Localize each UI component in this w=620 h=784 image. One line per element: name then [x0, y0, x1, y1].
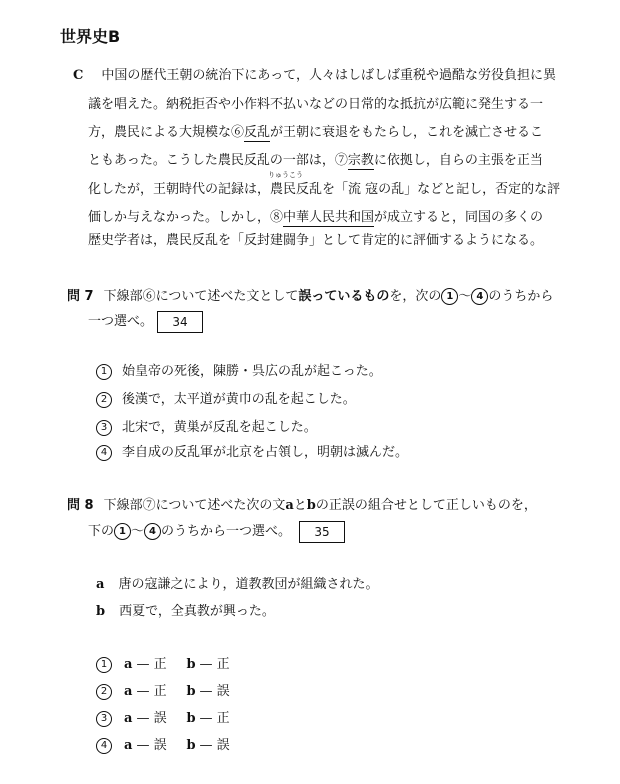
option-1[interactable]: [96, 653, 230, 673]
passage-text: 歴史学者は，農民反乱を「反封建闘争」として肯定的に評価するようになる。: [88, 233, 544, 248]
option-text: 李自成の反乱軍が北京を占領し，明朝は滅んだ。: [122, 445, 409, 460]
judgement: — 正: [199, 711, 230, 726]
answer-box[interactable]: 35: [299, 521, 345, 543]
question-text: のうちから一つ選べ。: [161, 524, 292, 539]
option-1[interactable]: [96, 360, 382, 380]
question-number: 問 8: [67, 498, 94, 513]
option-4[interactable]: [96, 734, 230, 754]
circled-number: 4: [144, 523, 161, 540]
passage-line-4: [88, 152, 543, 170]
statement-a: [96, 573, 378, 592]
question-8-stem-line-1: [67, 494, 537, 513]
circled-number: 4: [471, 288, 488, 305]
passage-line-3: [88, 124, 543, 142]
option-2[interactable]: [96, 680, 230, 700]
judgement: — 誤: [199, 684, 230, 699]
option-3[interactable]: [96, 416, 317, 436]
passage-text: が王朝に衰退をもたらし，これを滅亡させるこ: [270, 125, 544, 140]
statement-label: a: [124, 738, 133, 753]
passage-text: 中国の歴代王朝の統治下にあって，人々はしばしば重税や過酷な労役負担に異: [101, 68, 556, 83]
judgement: — 正: [136, 684, 167, 699]
circled-number: 1: [441, 288, 458, 305]
passage-text: 化したが，王朝時代の記録は，農民反乱を「流 寇の乱」などと記し，否定的な評: [88, 182, 561, 197]
statement-label: b: [186, 684, 196, 699]
question-text: 下の: [88, 524, 115, 539]
option-number: 4: [96, 445, 112, 461]
judgement: — 誤: [136, 738, 167, 753]
passage-line-2: [88, 96, 543, 114]
statement-label: a: [124, 711, 133, 726]
statement-b: [96, 600, 275, 619]
statement-text: 唐の寇謙之により，道教教団が組織された。: [118, 577, 379, 592]
underline-marker: ⑧: [270, 210, 284, 225]
underline-marker: ⑦: [334, 153, 348, 168]
option-number: 1: [96, 657, 112, 673]
question-7-stem-line-2: [88, 310, 203, 333]
statement-label: b: [306, 498, 316, 513]
statement-label: a: [124, 657, 133, 672]
option-3[interactable]: [96, 707, 230, 727]
judgement: — 正: [136, 657, 167, 672]
question-text: を，次の: [389, 289, 442, 304]
option-number: 1: [96, 364, 112, 380]
option-text: 始皇帝の死後，陳勝・呉広の乱が起こった。: [122, 364, 382, 379]
underlined-term: 宗教: [347, 153, 374, 168]
question-text: と: [293, 498, 307, 513]
tilde: ～: [458, 289, 472, 304]
emphasis-text: 誤っているもの: [298, 289, 390, 304]
passage-line-5: [88, 181, 560, 199]
option-number: 3: [96, 711, 112, 727]
option-number: 2: [96, 684, 112, 700]
question-text: の正誤の組合せとして正しいものを，: [315, 498, 537, 513]
underlined-term: 反乱: [244, 125, 271, 140]
passage-label: C: [73, 68, 84, 83]
option-number: 3: [96, 420, 112, 436]
passage-text: に依拠し，自らの主張を正当: [373, 153, 543, 168]
underlined-term: 中華人民共和国: [283, 210, 375, 225]
option-4[interactable]: [96, 441, 408, 461]
underline-marker: ⑥: [231, 125, 245, 140]
question-number: 問 7: [67, 289, 94, 304]
judgement: — 誤: [136, 711, 167, 726]
question-text: のうちから: [488, 289, 554, 304]
passage-line-7: [88, 232, 543, 250]
passage-text: 方，農民による大規模な: [88, 125, 232, 140]
option-number: 2: [96, 392, 112, 408]
statement-label: a: [285, 498, 294, 513]
question-text: 下線部⑦について述べた次の文: [103, 498, 286, 513]
option-text: 後漢で，太平道が黄巾の乱を起こした。: [122, 392, 356, 407]
statement-label: b: [186, 711, 196, 726]
question-text: 一つ選べ。: [88, 314, 154, 329]
passage-line-6: [88, 209, 543, 227]
statement-label: b: [96, 604, 106, 619]
judgement: — 正: [199, 657, 230, 672]
option-number: 4: [96, 738, 112, 754]
option-2[interactable]: [96, 388, 356, 408]
question-text: 下線部⑥について述べた文として: [103, 289, 299, 304]
circled-number: 1: [114, 523, 131, 540]
question-8-stem-line-2: [88, 520, 345, 543]
statement-label: a: [124, 684, 133, 699]
statement-label: b: [186, 657, 196, 672]
ruby-annotation: りゅうこう: [268, 171, 303, 179]
passage-text: が成立すると，同国の多くの: [374, 210, 544, 225]
answer-box[interactable]: 34: [157, 311, 203, 333]
statement-label: a: [96, 577, 105, 592]
passage-text: ともあった。こうした農民反乱の一部は，: [88, 153, 335, 168]
passage-text: 価しか与えなかった。しかし，: [88, 210, 271, 225]
statement-label: b: [186, 738, 196, 753]
tilde: ～: [131, 524, 145, 539]
option-text: 北宋で，黄巣が反乱を起こした。: [122, 420, 317, 435]
question-7-stem-line-1: [67, 285, 553, 305]
page-title: 世界史B: [60, 27, 121, 46]
passage-text: 議を唱えた。納税拒否や小作料不払いなどの日常的な抵抗が広範に発生する一: [88, 97, 544, 112]
statement-text: 西夏で，全真教が興った。: [119, 604, 275, 619]
passage-line-1: [73, 67, 556, 85]
judgement: — 誤: [199, 738, 230, 753]
